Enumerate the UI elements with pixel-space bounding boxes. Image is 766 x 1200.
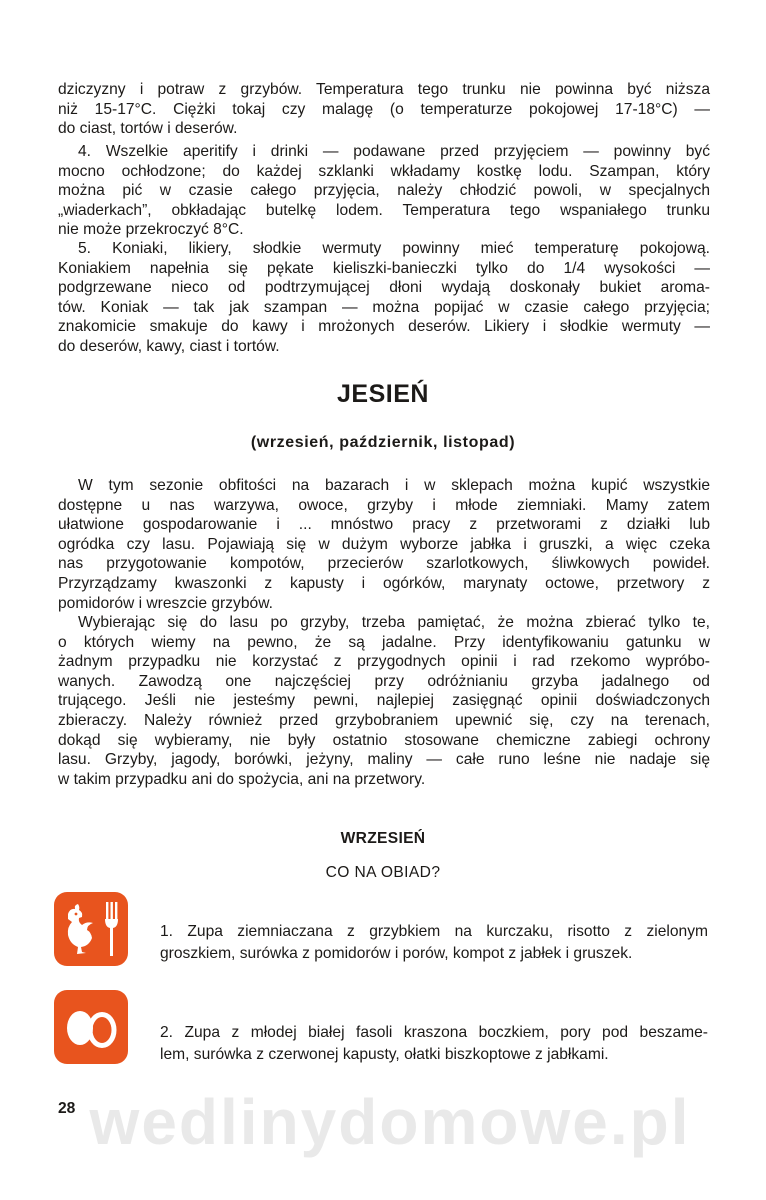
text-line: dziczyzny i potraw z grzybów. Temperatura tego trunku nie powinna być niższa — [58, 81, 710, 98]
section-subtitle: (wrzesień, październik, listopad) — [250, 434, 516, 451]
text-line: można pić w czasie całego przyjęcia, należy chłodzić powoli, w specjalnych — [58, 182, 710, 200]
text-line: Wybierając się do lasu po grzyby, trzeba pamiętać, że można zbierać tylko te, — [78, 614, 710, 631]
text-line: zbieraczy. Należy również przed grzybobraniem upewnić się, czy na terenach, — [58, 711, 710, 729]
paragraph-cognac — [58, 239, 710, 357]
menu-item-2 — [160, 1022, 708, 1066]
section-title: JESIEŃ — [337, 380, 429, 408]
text-line: Koniakiem napełnia się pękate kieliszki-banieczki tylko do 1/4 wysokości — — [58, 259, 710, 277]
rooster-fork-icon — [54, 892, 128, 966]
text-line: trującego. Jeśli nie jesteśmy pewni, najlepiej zasięgnąć opinii doświadczonych — [58, 692, 710, 710]
text-line: Przyrządzamy kwaszonki z kapusty i ogórków, marynaty octowe, przetwory z — [58, 574, 710, 592]
text-line: dostępne u nas warzywa, owoce, grzyby i młode ziemniaki. Mamy zatem — [58, 496, 710, 514]
paragraph-wine-temperature — [58, 80, 710, 139]
text-line: 1. Zupa ziemniaczana z grzybkiem na kurczaku, risotto z zielonym — [160, 923, 708, 940]
text-line: nie może przekroczyć 8°C. — [58, 221, 244, 239]
watermark: wedlinydomowe.pl — [89, 1086, 691, 1158]
text-line: żadnym przypadku nie korzystać z przygodnych opinii i rad rzekomo wypróbo- — [58, 653, 710, 671]
paragraph-aperitifs — [58, 142, 710, 240]
text-line: lasu. Grzyby, jagody, borówki, jeżyny, maliny — całe runo leśne nie nadaje się — [58, 751, 710, 769]
text-line: 5. Koniaki, likiery, słodkie wermuty powinny mieć temperaturę pokojową. — [78, 240, 710, 257]
text-line: o których wiemy na pewno, że są jadalne. Przy identyfikowaniu gatunku w — [58, 633, 710, 651]
text-line: ułatwione gospodarowanie i ... mnóstwo pracy z przetworami z działki lub — [58, 516, 710, 534]
text-line: nas przygotowanie kompotów, przecierów szarlotkowych, śliwkowych powideł. — [58, 555, 710, 573]
menu-item-1 — [160, 921, 708, 965]
text-line: tów. Koniak — tak jak szampan — można popijać w czasie całego przyjęcia; — [58, 298, 710, 316]
text-line: W tym sezonie obfitości na bazarach i w sklepach można kupić wszystkie — [78, 477, 710, 494]
page-number: 28 — [58, 1100, 76, 1117]
text-line: pomidorów i wreszcie grzybów. — [58, 594, 273, 612]
text-line: niż 15-17°C. Ciężki tokaj czy malagę (o temperaturze pokojowej 17-18°C) — — [58, 100, 710, 118]
text-line: 2. Zupa z młodej białej fasoli kraszona boczkiem, pory pod beszame- — [160, 1024, 708, 1041]
month-heading: WRZESIEŃ — [340, 830, 426, 847]
text-line: do deserów, kawy, ciast i tortów. — [58, 337, 280, 355]
text-line: ogródka czy lasu. Pojawiają się w dużym wyborze jabłka i gruszki, a więc czeka — [58, 535, 710, 553]
text-line: w takim przypadku ani do spożycia, ani na przetwory. — [58, 770, 426, 788]
text-line: wanych. Zawodzą one najczęściej przy odróżnianiu grzyba jadalnego od — [58, 672, 710, 690]
menu-question: CO NA OBIAD? — [325, 864, 441, 881]
paragraph-mushrooms — [58, 613, 710, 789]
text-line: do ciast, tortów i deserów. — [58, 120, 238, 138]
text-line: 4. Wszelkie aperitify i drinki — podawane przed przyjęciem — powinny być — [78, 143, 710, 160]
text-line: podgrzewane nieco od podtrzymującej dłoni wydają doskonały bukiet aroma- — [58, 279, 710, 297]
text-line: lem, surówka z czerwonej kapusty, ołatki biszkoptowe z jabłkami. — [160, 1046, 609, 1063]
text-line: „wiaderkach”, obkładając butelkę lodem. Temperatura tego wspaniałego trunku — [58, 201, 710, 219]
paragraph-season-intro — [58, 476, 710, 613]
text-line: mocno ochłodzone; do każdej szklanki wkładamy kostkę lodu. Szampan, który — [58, 162, 710, 180]
text-line: dokąd się wybieramy, nie były ostatnio stosowane chemiczne zabiegi ochrony — [58, 731, 710, 749]
text-line: groszkiem, surówka z pomidorów i porów, kompot z jabłek i gruszek. — [160, 945, 633, 962]
eggs-icon — [54, 990, 128, 1064]
text-line: znakomicie smakuje do kawy i mrożonych deserów. Likiery i słodkie wermuty — — [58, 318, 710, 336]
